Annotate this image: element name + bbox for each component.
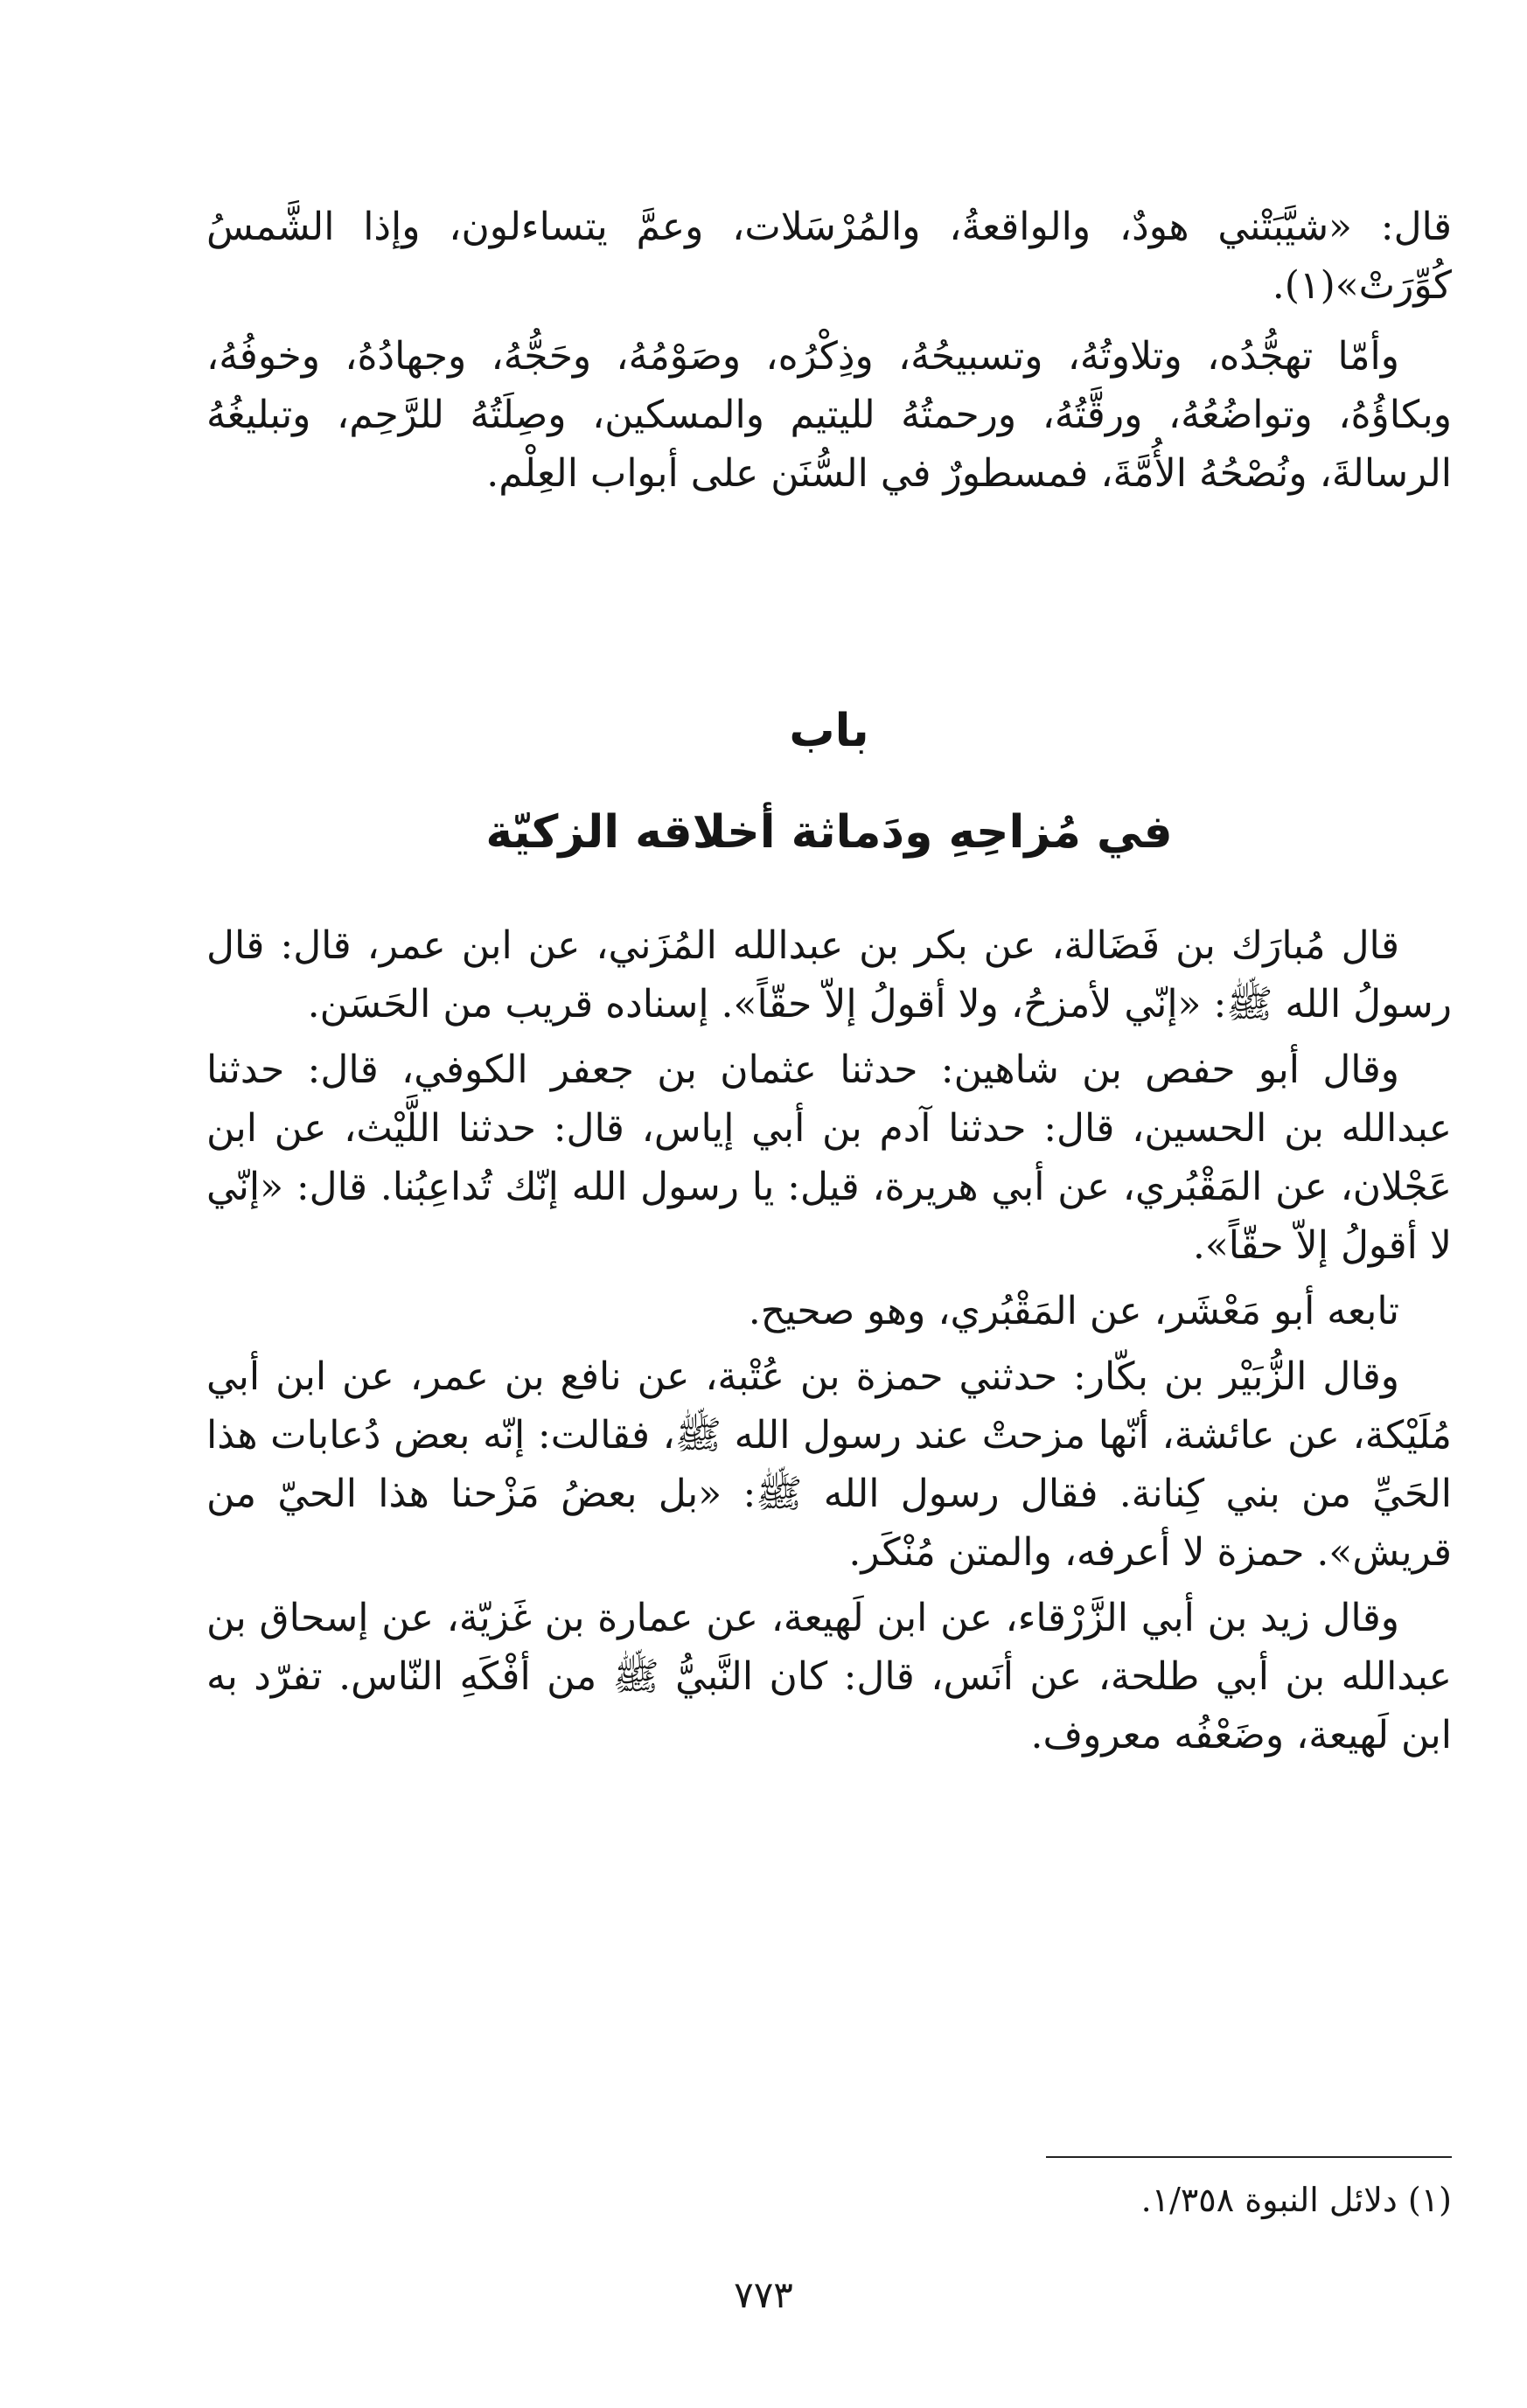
top-paragraph-1: قال: «شيَّبَتْني هودٌ، والواقعةُ، والمُرْسَلات، وعمَّ يتساءلون، وإذا الشَّمسُ كُوِّرَتْ»(١).	[206, 205, 1452, 308]
main-paragraph-3: تابعه أبو مَعْشَر، عن المَقْبُري، وهو صحيح.	[748, 1289, 1399, 1333]
footnote-divider	[1046, 2156, 1452, 2158]
main-paragraph-4: وقال الزُّبَيْر بن بكّار: حدثني حمزة بن عُتْبة، عن نافع بن عمر، عن ابن أبي مُلَيْكة، عن عائشة، أنّها مزحتْ عند رسول الله ﷺ، فقالت: إنّه بعض دُعابات هذا الحَيِّ من بني كِنانة. فقال رسول الله ﷺ: «بل بعضُ مَزْحنا هذا الحيّ من قريش». حمزة لا أعرفه، والمتن مُنْكَر.	[206, 1354, 1452, 1575]
page-number: ٧٧٣	[734, 2273, 793, 2316]
chapter-label: باب	[789, 705, 869, 757]
main-text-block	[206, 916, 1452, 1771]
top-paragraph-2: وأمّا تهجُّدُه، وتلاوتُهُ، وتسبيحُهُ، وذِكْرُه، وصَوْمُهُ، وحَجُّهُ، وجهادُهُ، وخوفُهُ، وبكاؤُهُ، وتواضُعُهُ، ورقَّتُهُ، ورحمتُهُ لليتيم والمسكين، وصِلَتُهُ للرَّحِم، وتبليغُهُ الرسالةَ، ونُصْحُهُ الأُمَّةَ، فمسطورٌ في السُّنَن على أبواب العِلْم.	[206, 334, 1452, 496]
main-paragraph-5: وقال زيد بن أبي الزَّرْقاء، عن ابن لَهيعة، عن عمارة بن غَزيّة، عن إسحاق بن عبدالله بن أبي طلحة، عن أنَس، قال: كان النَّبيُّ ﷺ من أفْكَهِ النّاس. تفرّد به ابن لَهيعة، وضَعْفُه معروف.	[206, 1596, 1452, 1757]
top-text-block	[206, 198, 1452, 503]
footnote-1: (١) دلائل النبوة ١/٣٥٨.	[1140, 2181, 1452, 2219]
main-paragraph-2: وقال أبو حفص بن شاهين: حدثنا عثمان بن جعفر الكوفي، قال: حدثنا عبدالله بن الحسين، قال: حدثنا آدم بن أبي إياس، قال: حدثنا اللَّيْث، عن ابن عَجْلان، عن المَقْبُري، عن أبي هريرة، قيل: يا رسول الله إنّك تُداعِبُنا. قال: «إنّي لا أقولُ إلاّ حقّاً».	[206, 1047, 1452, 1268]
chapter-title: في مُزاحِهِ ودَماثة أخلاقه الزكيّة	[485, 806, 1173, 859]
main-paragraph-1: قال مُبارَك بن فَضَالة، عن بكر بن عبدالله المُزَني، عن ابن عمر، قال: قال رسولُ الله ﷺ: «إنّي لأمزحُ، ولا أقولُ إلاّ حقّاً». إسناده قريب من الحَسَن.	[206, 923, 1452, 1027]
